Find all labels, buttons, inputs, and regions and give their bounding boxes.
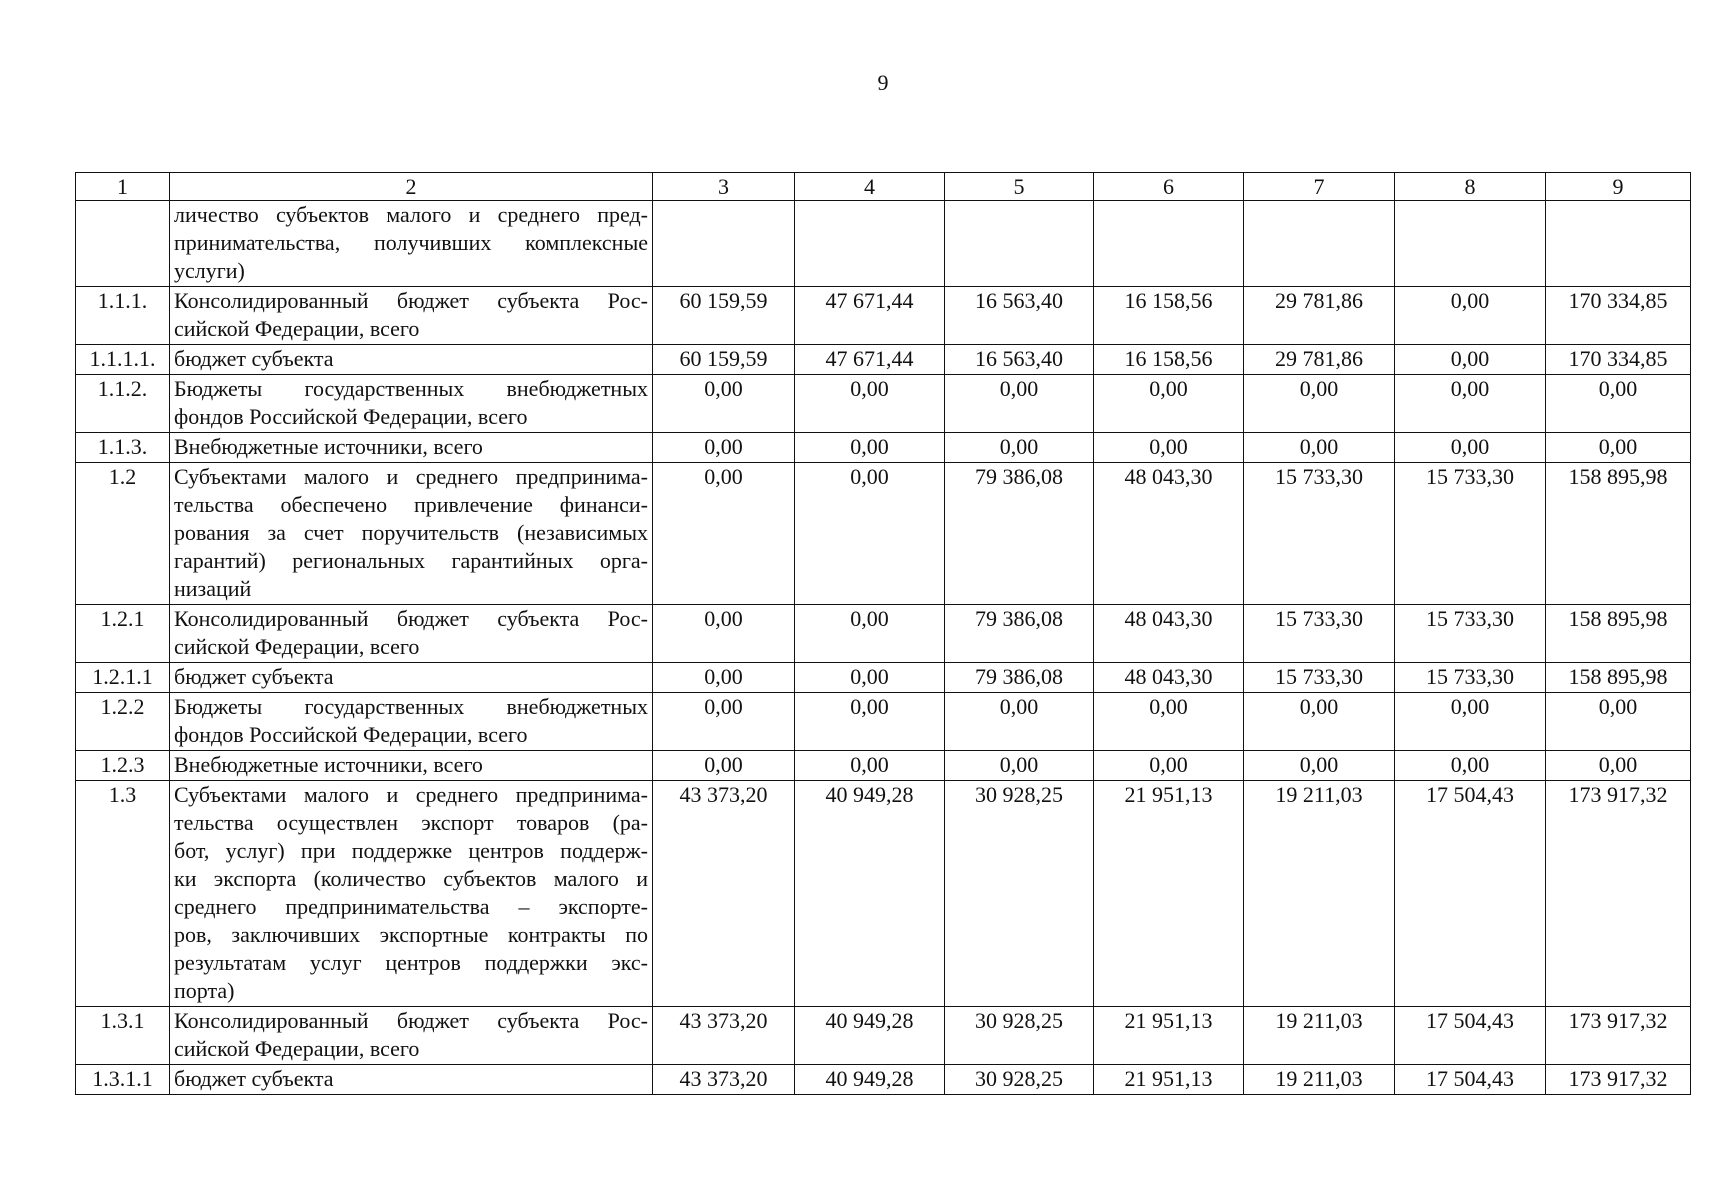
value-cell: 158 895,98 xyxy=(1546,663,1691,693)
description-line: Консолидированный бюджет субъекта Рос- xyxy=(174,606,648,631)
row-number-cell: 1.3.1 xyxy=(76,1007,170,1065)
table-row xyxy=(76,287,1691,345)
value-cell: 0,00 xyxy=(1094,375,1244,433)
description-line: бюджет субъекта xyxy=(174,346,334,371)
value-cell: 79 386,08 xyxy=(945,663,1094,693)
description-line: Субъектами малого и среднего предпринима- xyxy=(174,464,648,489)
column-header: 8 xyxy=(1395,173,1546,201)
description-line: принимательства, получивших комплексные xyxy=(174,230,648,255)
value-cell xyxy=(1395,201,1546,287)
value-cell: 170 334,85 xyxy=(1546,345,1691,375)
value-cell: 19 211,03 xyxy=(1244,1007,1395,1065)
value-cell: 0,00 xyxy=(1546,751,1691,781)
value-cell: 0,00 xyxy=(1244,693,1395,751)
value-cell: 0,00 xyxy=(1395,433,1546,463)
description-line: бюджет субъекта xyxy=(174,664,334,689)
value-cell: 47 671,44 xyxy=(795,345,945,375)
description-line: порта) xyxy=(174,978,235,1003)
value-cell xyxy=(795,201,945,287)
value-cell: 48 043,30 xyxy=(1094,605,1244,663)
description-line: фондов Российской Федерации, всего xyxy=(174,404,528,429)
description-line: Субъектами малого и среднего предпринима- xyxy=(174,782,648,807)
value-cell: 29 781,86 xyxy=(1244,287,1395,345)
value-cell: 0,00 xyxy=(795,463,945,605)
table-row xyxy=(76,375,1691,433)
value-cell: 0,00 xyxy=(795,693,945,751)
description-cell xyxy=(170,781,653,1007)
description-cell xyxy=(170,663,653,693)
value-cell: 0,00 xyxy=(653,751,795,781)
value-cell: 29 781,86 xyxy=(1244,345,1395,375)
description-line: Бюджеты государственных внебюджетных xyxy=(174,376,648,401)
description-line: результатам услуг центров поддержки экс- xyxy=(174,950,648,975)
description-line: услуги) xyxy=(174,258,245,283)
row-number-cell: 1.2.1 xyxy=(76,605,170,663)
description-cell xyxy=(170,375,653,433)
value-cell: 21 951,13 xyxy=(1094,781,1244,1007)
budget-table xyxy=(75,172,1691,1095)
row-number-cell: 1.2.1.1 xyxy=(76,663,170,693)
value-cell: 30 928,25 xyxy=(945,1007,1094,1065)
value-cell: 158 895,98 xyxy=(1546,463,1691,605)
value-cell: 0,00 xyxy=(1094,751,1244,781)
description-line: Консолидированный бюджет субъекта Рос- xyxy=(174,288,648,313)
row-number-cell: 1.1.3. xyxy=(76,433,170,463)
value-cell: 0,00 xyxy=(1395,345,1546,375)
value-cell: 0,00 xyxy=(653,693,795,751)
description-line: сийской Федерации, всего xyxy=(174,634,420,659)
value-cell xyxy=(653,201,795,287)
description-line: фондов Российской Федерации, всего xyxy=(174,722,528,747)
description-line: Бюджеты государственных внебюджетных xyxy=(174,694,648,719)
value-cell: 0,00 xyxy=(1244,751,1395,781)
value-cell: 0,00 xyxy=(1546,375,1691,433)
column-header: 6 xyxy=(1094,173,1244,201)
value-cell: 40 949,28 xyxy=(795,781,945,1007)
page-number: 9 xyxy=(877,70,889,95)
value-cell: 0,00 xyxy=(795,751,945,781)
value-cell: 30 928,25 xyxy=(945,781,1094,1007)
value-cell: 43 373,20 xyxy=(653,1007,795,1065)
value-cell: 48 043,30 xyxy=(1094,463,1244,605)
value-cell: 40 949,28 xyxy=(795,1065,945,1095)
description-cell xyxy=(170,287,653,345)
description-line: рования за счет поручительств (независимых xyxy=(174,520,648,545)
description-line: Внебюджетные источники, всего xyxy=(174,434,483,459)
value-cell: 0,00 xyxy=(653,663,795,693)
value-cell: 0,00 xyxy=(795,605,945,663)
value-cell xyxy=(1094,201,1244,287)
row-number-cell: 1.1.2. xyxy=(76,375,170,433)
description-line: сийской Федерации, всего xyxy=(174,1036,420,1061)
value-cell: 0,00 xyxy=(1395,751,1546,781)
value-cell: 40 949,28 xyxy=(795,1007,945,1065)
value-cell: 0,00 xyxy=(945,433,1094,463)
description-line: тельства обеспечено привлечение финанси- xyxy=(174,492,648,517)
table-row xyxy=(76,663,1691,693)
value-cell: 60 159,59 xyxy=(653,345,795,375)
table-row xyxy=(76,1007,1691,1065)
value-cell: 0,00 xyxy=(1244,433,1395,463)
value-cell: 15 733,30 xyxy=(1395,605,1546,663)
description-line: Внебюджетные источники, всего xyxy=(174,752,483,777)
value-cell: 0,00 xyxy=(945,375,1094,433)
description-cell xyxy=(170,463,653,605)
value-cell: 0,00 xyxy=(795,663,945,693)
value-cell: 19 211,03 xyxy=(1244,781,1395,1007)
description-line: личество субъектов малого и среднего пред- xyxy=(174,202,648,227)
value-cell: 0,00 xyxy=(1546,693,1691,751)
table-row xyxy=(76,345,1691,375)
value-cell: 60 159,59 xyxy=(653,287,795,345)
description-line: бюджет субъекта xyxy=(174,1066,334,1091)
value-cell: 0,00 xyxy=(1546,433,1691,463)
column-header: 2 xyxy=(170,173,653,201)
description-cell xyxy=(170,345,653,375)
value-cell: 0,00 xyxy=(945,693,1094,751)
table-row xyxy=(76,781,1691,1007)
description-line: низаций xyxy=(174,576,252,601)
value-cell: 0,00 xyxy=(653,605,795,663)
value-cell xyxy=(945,201,1094,287)
value-cell: 0,00 xyxy=(1094,433,1244,463)
value-cell: 0,00 xyxy=(653,375,795,433)
value-cell: 0,00 xyxy=(795,375,945,433)
description-line: гарантий) региональных гарантийных орга- xyxy=(174,548,648,573)
row-number-cell: 1.2.2 xyxy=(76,693,170,751)
value-cell: 16 158,56 xyxy=(1094,345,1244,375)
value-cell: 0,00 xyxy=(1244,375,1395,433)
table-row xyxy=(76,1065,1691,1095)
description-line: среднего предпринимательства – экспорте- xyxy=(174,894,648,919)
row-number-cell: 1.2.3 xyxy=(76,751,170,781)
description-cell xyxy=(170,751,653,781)
table-body xyxy=(76,201,1691,1095)
table-row xyxy=(76,433,1691,463)
value-cell: 21 951,13 xyxy=(1094,1007,1244,1065)
value-cell: 15 733,30 xyxy=(1244,463,1395,605)
value-cell: 15 733,30 xyxy=(1244,605,1395,663)
value-cell: 15 733,30 xyxy=(1395,663,1546,693)
value-cell: 0,00 xyxy=(795,433,945,463)
table-row xyxy=(76,605,1691,663)
description-line: бот, услуг) при поддержке центров поддерж- xyxy=(174,838,648,863)
row-number-cell: 1.3 xyxy=(76,781,170,1007)
row-number-cell xyxy=(76,201,170,287)
column-header: 9 xyxy=(1546,173,1691,201)
table-row xyxy=(76,693,1691,751)
value-cell: 170 334,85 xyxy=(1546,287,1691,345)
value-cell: 21 951,13 xyxy=(1094,1065,1244,1095)
value-cell: 173 917,32 xyxy=(1546,1007,1691,1065)
description-cell xyxy=(170,433,653,463)
value-cell: 19 211,03 xyxy=(1244,1065,1395,1095)
value-cell: 30 928,25 xyxy=(945,1065,1094,1095)
value-cell: 173 917,32 xyxy=(1546,781,1691,1007)
row-number-cell: 1.1.1.1. xyxy=(76,345,170,375)
value-cell: 0,00 xyxy=(1395,287,1546,345)
value-cell: 15 733,30 xyxy=(1395,463,1546,605)
value-cell: 158 895,98 xyxy=(1546,605,1691,663)
description-cell xyxy=(170,605,653,663)
value-cell: 0,00 xyxy=(1395,375,1546,433)
table-row xyxy=(76,201,1691,287)
column-header: 3 xyxy=(653,173,795,201)
table-row xyxy=(76,751,1691,781)
description-line: тельства осуществлен экспорт товаров (ра- xyxy=(174,810,648,835)
value-cell: 79 386,08 xyxy=(945,463,1094,605)
value-cell xyxy=(1546,201,1691,287)
table-row xyxy=(76,463,1691,605)
value-cell xyxy=(1244,201,1395,287)
value-cell: 0,00 xyxy=(945,751,1094,781)
value-cell: 47 671,44 xyxy=(795,287,945,345)
value-cell: 0,00 xyxy=(1094,693,1244,751)
column-header: 1 xyxy=(76,173,170,201)
value-cell: 48 043,30 xyxy=(1094,663,1244,693)
value-cell: 16 563,40 xyxy=(945,287,1094,345)
value-cell: 0,00 xyxy=(1395,693,1546,751)
row-number-cell: 1.3.1.1 xyxy=(76,1065,170,1095)
description-cell xyxy=(170,201,653,287)
description-cell xyxy=(170,1007,653,1065)
description-cell xyxy=(170,693,653,751)
value-cell: 15 733,30 xyxy=(1244,663,1395,693)
row-number-cell: 1.1.1. xyxy=(76,287,170,345)
value-cell: 17 504,43 xyxy=(1395,781,1546,1007)
value-cell: 43 373,20 xyxy=(653,781,795,1007)
value-cell: 17 504,43 xyxy=(1395,1065,1546,1095)
column-header: 5 xyxy=(945,173,1094,201)
description-line: ров, заключивших экспортные контракты по xyxy=(174,922,648,947)
column-header: 4 xyxy=(795,173,945,201)
row-number-cell: 1.2 xyxy=(76,463,170,605)
header-row xyxy=(76,173,1691,201)
value-cell: 173 917,32 xyxy=(1546,1065,1691,1095)
value-cell: 0,00 xyxy=(653,463,795,605)
description-line: Консолидированный бюджет субъекта Рос- xyxy=(174,1008,648,1033)
column-header: 7 xyxy=(1244,173,1395,201)
value-cell: 43 373,20 xyxy=(653,1065,795,1095)
description-cell xyxy=(170,1065,653,1095)
description-line: ки экспорта (количество субъектов малого и xyxy=(174,866,648,891)
value-cell: 79 386,08 xyxy=(945,605,1094,663)
value-cell: 17 504,43 xyxy=(1395,1007,1546,1065)
value-cell: 16 158,56 xyxy=(1094,287,1244,345)
description-line: сийской Федерации, всего xyxy=(174,316,420,341)
value-cell: 16 563,40 xyxy=(945,345,1094,375)
value-cell: 0,00 xyxy=(653,433,795,463)
